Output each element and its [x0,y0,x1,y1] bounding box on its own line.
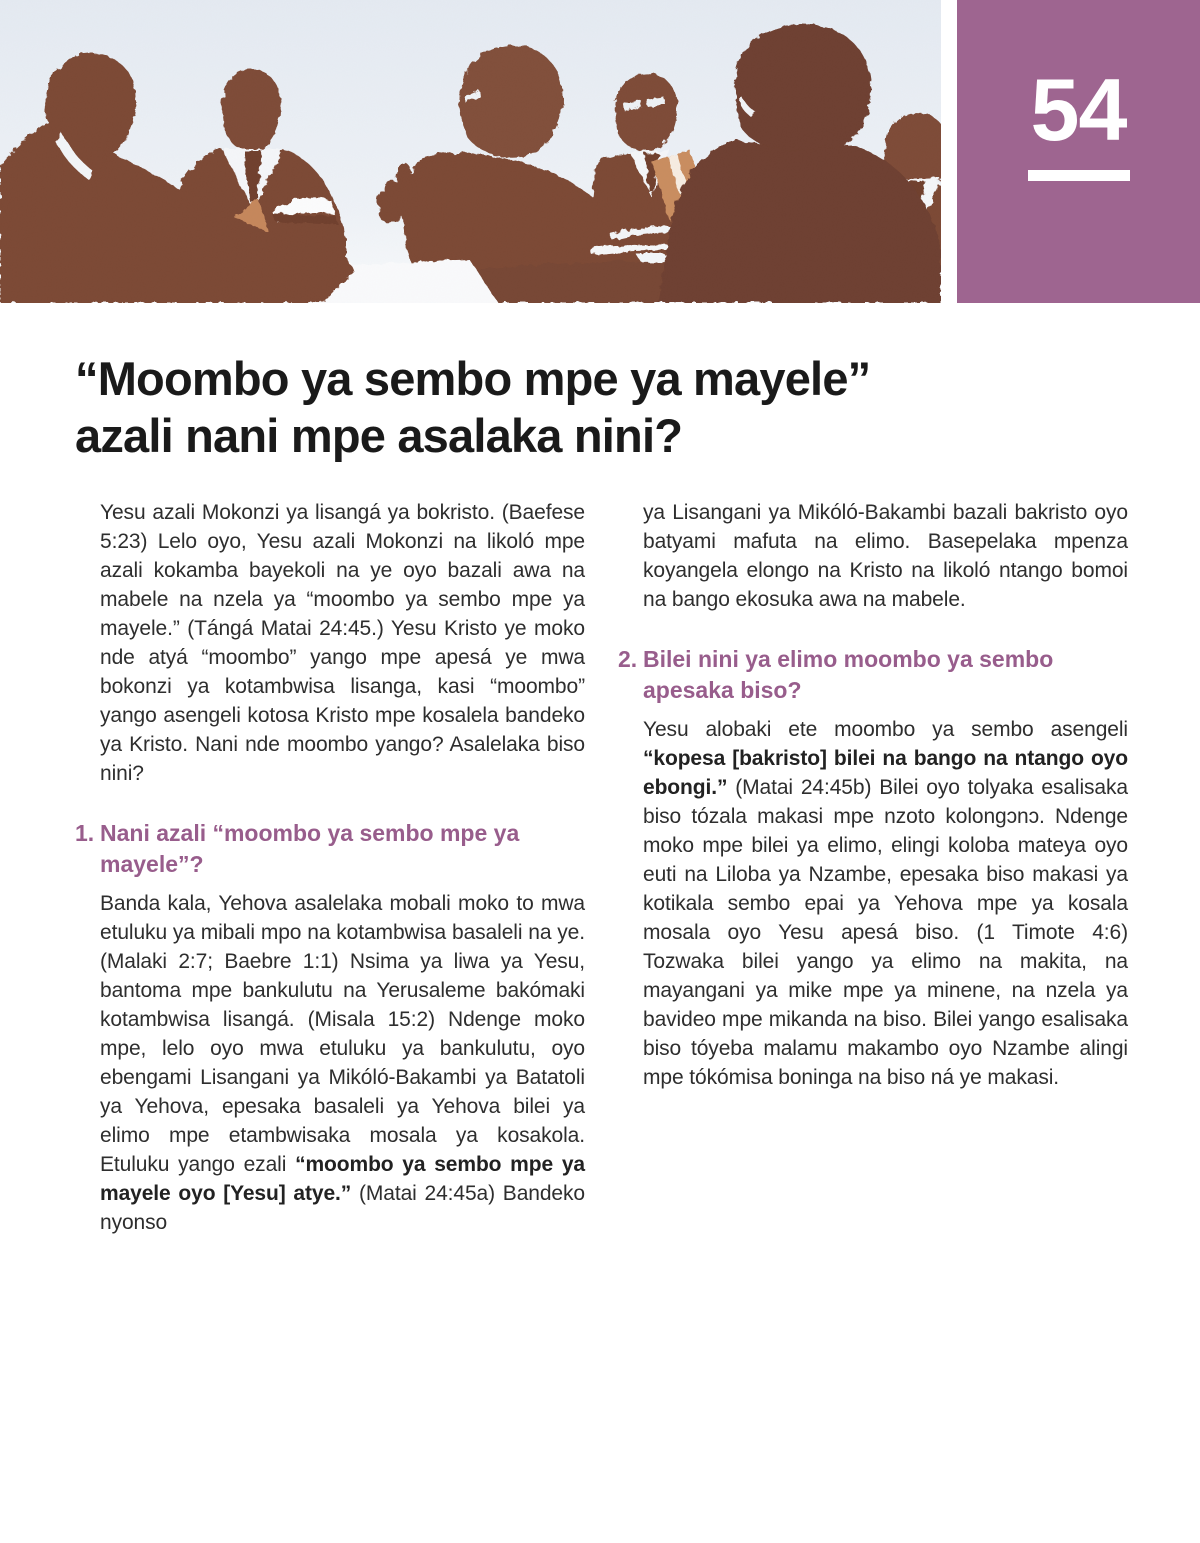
section-2-number: 2. [618,646,638,672]
lesson-number: 54 [1030,60,1127,159]
section-1-number: 1. [75,820,95,846]
lesson-number-underline [1028,170,1130,181]
silhouettes-graphic [0,0,941,303]
section-1-quote-bold: “moombo ya sembo mpe ya mayele oyo [Yesu] atye.” [100,1153,585,1205]
section-2-paragraph [643,715,1128,1092]
section-1-heading [75,818,585,880]
section-2-text-after: (Matai 24:45b) Bilei oyo tolyaka esalisaka biso tózala makasi mpe nzoto kolongɔnɔ. Ndenge moko mpe bilei ya elimo, elingi koloba mateya oyo euti na Liloba ya Nzambe, epesaka biso makasi ya kotikala sembo epai ya Yehova mpe ya kosala mosala oyo Yesu apesá biso. (1 Timote 4:6) Tozwaka bilei yango ya elimo na makita, na mayangani ya mike mpe ya minene, na nzela ya bavideo mpe mikanda na biso. Bilei yango esalisaka biso tóyeba malamu makambo oyo Nzambe alingi mpe tókómisa boninga na biso ná ye makasi. [643,776,1128,1089]
page-title [75,350,1005,464]
page-title-line1: “Moombo ya sembo mpe ya mayele” [75,352,871,405]
column-right [618,498,1128,1092]
section-2-text-before: Yesu alobaki ete moombo ya sembo asengeli [643,718,1128,741]
page-title-line2: azali nani mpe asalaka nini? [75,409,683,462]
intro-paragraph: Yesu azali Mokonzi ya lisangá ya bokristo. (Baefese 5:23) Lelo oyo, Yesu azali Mokonzi na likoló mpe azali kokamba bayekoli na ye oyo bazali awa na mabele na nzela ya “moombo ya sembo mpe ya mayele.” (Tángá Matai 24:45.) Yesu Kristo ye moko nde atyá “moombo” yango mpe apesá ye mwa bokonzi ya kotambwisa lisanga, kasi “moombo” yango asengeli kotosa Kristo mpe kosalela bandeko ya Kristo. Nani nde moombo yango? Asalelaka biso nini? [100,501,585,785]
section-2-quote-bold: “kopesa [bakristo] bilei na bango na ntango oyo ebongi.” [643,747,1128,799]
section-1-text-before: Banda kala, Yehova asalelaka mobali moko to mwa etuluku ya mibali mpo na kotambwisa basaleli na ye. (Malaki 2:7; Baebre 1:1) Nsima ya liwa ya Yesu, bantoma mpe bankulutu na Yerusaleme bakómaki kotambwisa lisangá. (Misala 15:2) Ndenge moko mpe, lelo oyo mwa etuluku ya bankulutu, oyo ebengami Lisangani ya Mikóló-Bakambi ya Batatoli ya Yehova, epesaka basaleli ya Yehova bilei ya elimo mpe etambwisaka mosala ya kosakola. Etuluku yango ezali [100,892,585,1176]
section-1-heading-text: Nani azali “moombo ya sembo mpe ya mayele”? [100,820,520,877]
section-2-heading-text: Bilei nini ya elimo moombo ya sembo apesaka biso? [643,646,1054,703]
section-1-paragraph [100,889,585,1237]
column-left [75,498,585,1237]
intro-continuation-paragraph: ya Lisangani ya Mikóló-Bakambi bazali bakristo oyo batyami mafuta na elimo. Basepelaka mpenza koyangela elongo na Kristo na likoló ntango bomoi na bango ekosuka awa na mabele. [643,501,1128,611]
lesson-number-box [957,0,1200,303]
section-2-heading [618,644,1128,706]
section-1-text-after: (Matai 24:45a) Bandeko nyonso [100,1182,585,1234]
conference-illustration [0,0,941,303]
